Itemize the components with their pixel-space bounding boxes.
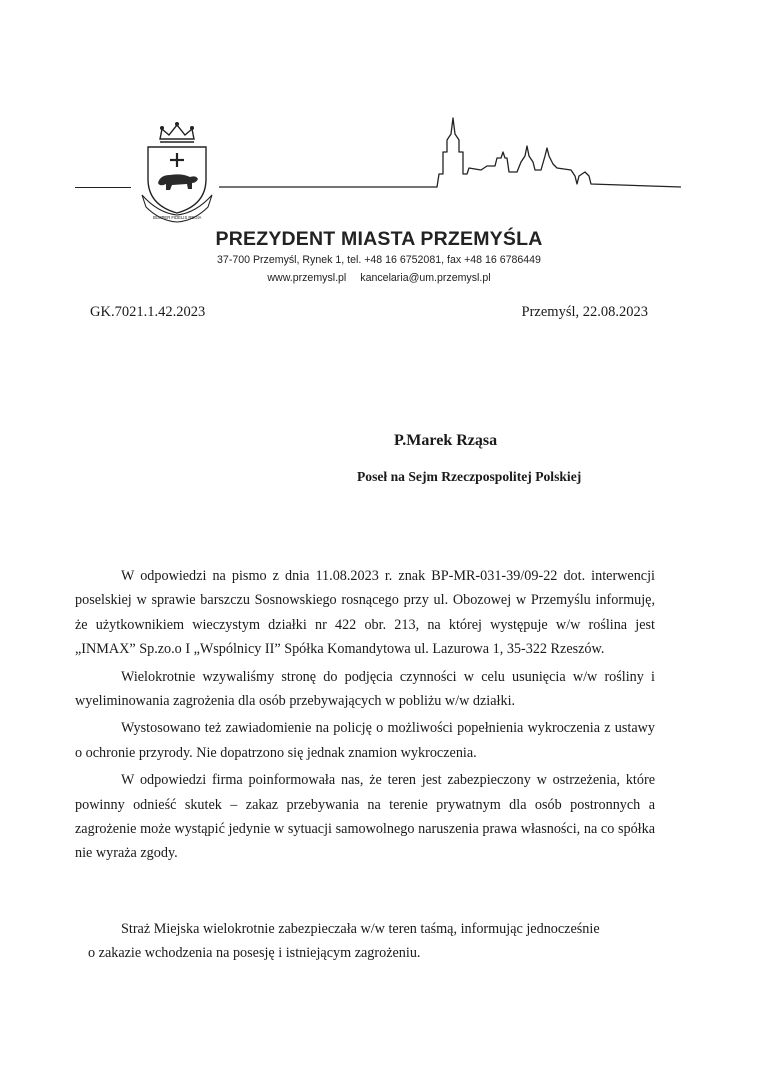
website-link: www.przemysl.pl (267, 272, 347, 284)
paragraph: W odpowiedzi firma poinformowała nas, że teren jest zabezpieczony w ostrzeżenia, które powinny odnieść skutek – zakaz przebywania na terenie prywatnym dla osób postronnych a zagrożenie może wystąpić jedynie w sytuacji samowolnego naruszenia prawa własności, na co spółka nie wyraża zgody. (75, 772, 655, 862)
letterhead-rule-left (75, 187, 131, 188)
coat-of-arms-icon (138, 117, 216, 225)
last-paragraph-line: o zakazie wchodzenia na posesję i istniejącym zagrożeniu. (88, 945, 421, 961)
last-paragraph-line: Straż Miejska wielokrotnie zabezpieczała w/w teren taśmą, informując jednocześnie (121, 921, 600, 937)
city-skyline-icon (219, 112, 681, 192)
last-paragraph (75, 917, 675, 965)
letterhead-title: PREZYDENT MIASTA PRZEMYŚLA (215, 228, 543, 250)
letterhead-address: 37-700 Przemyśl, Rynek 1, tel. +48 16 6752081, fax +48 16 6786449 (217, 254, 541, 266)
letterhead-contacts (0, 272, 758, 284)
email-link: kancelaria@um.przemysl.pl (360, 272, 491, 284)
recipient-title: Poseł na Sejm Rzeczpospolitej Polskiej (357, 469, 582, 484)
place-date: Przemyśl, 22.08.2023 (521, 304, 648, 320)
recipient-name: P.Marek Rząsa (394, 432, 498, 449)
reference-number: GK.7021.1.42.2023 (90, 304, 206, 320)
paragraph: W odpowiedzi na pismo z dnia 11.08.2023 r. znak BP-MR-031-39/09-22 dot. interwencji poselskiej w sprawie barszczu Sosnowskiego rosnącego przy ul. Obozowej w Przemyślu informuję, że użytkownikiem wieczystym działki nr 422 obr. 213, na której występuje w/w roślina jest „INMAX” Sp.zo.o I „Wspólnicy II” Spółka Komandytowa ul. Lazurowa 1, 35-322 Rzeszów. (75, 568, 655, 658)
paragraph: Wystosowano też zawiadomienie na policję o możliwości popełnienia wykroczenia z ustawy o ochronie przyrody. Nie dopatrzono się jednak znamion wykroczenia. (75, 720, 655, 761)
letter-body (75, 564, 655, 869)
paragraph: Wielokrotnie wzywaliśmy stronę do podjęcia czynności w celu usunięcia w/w rośliny i wyeliminowania zagrożenia dla osób przebywających w pobliżu w/w działki. (75, 668, 655, 710)
crest-motto: SEMPER FIDELIS REGIA (152, 215, 202, 220)
